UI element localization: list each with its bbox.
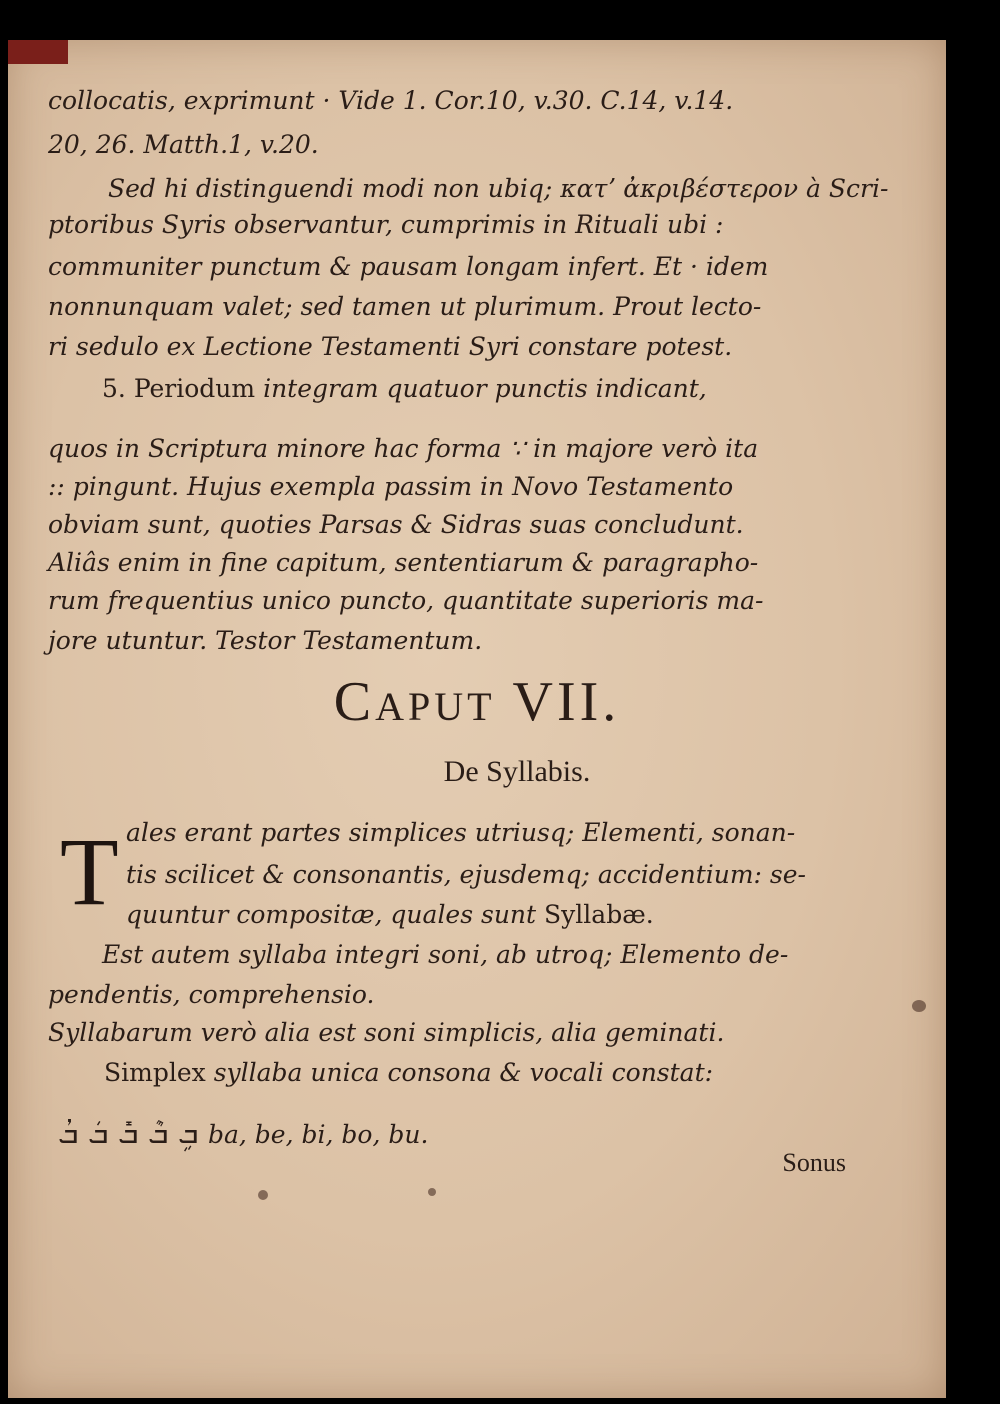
- text-line: ales erant partes simplices utriusq; Elementi, sonan-: [126, 818, 796, 847]
- italic-text: syllaba unica consona & vocali constat:: [213, 1058, 714, 1087]
- simplex-line: [104, 1058, 713, 1088]
- text-line: Sed hi distinguendi modi non ubiq; κατʼ ἀκριβέστερον à Scri-: [108, 174, 889, 203]
- italic-text: quuntur compositæ, quales sunt: [126, 900, 537, 929]
- text-line: collocatis, exprimunt · Vide 1. Cor.10, v.30. C.14, v.14.: [48, 86, 734, 115]
- syriac-glyphs: ܒܹ ܒܶ ܒܺ ܒܿ ܒܳ: [58, 1116, 199, 1151]
- text-line: tis scilicet & consonantis, ejusdemq; accidentium: se-: [126, 860, 806, 889]
- text-line: ri sedulo ex Lectione Testamenti Syri constare potest.: [48, 332, 733, 361]
- text-line: rum frequentius unico puncto, quantitate superioris ma-: [48, 586, 764, 615]
- chapter-numeral: VII.: [512, 671, 621, 733]
- text-line: 20, 26. Matth.1, v.20.: [48, 130, 319, 159]
- syriac-gloss: ba, be, bi, bo, bu.: [208, 1120, 429, 1149]
- roman-word: Simplex: [104, 1058, 206, 1087]
- paragraph-number: 5.: [102, 374, 126, 403]
- ink-spot: [912, 1000, 926, 1012]
- chapter-heading: [8, 670, 946, 734]
- text-line: Est autem syllaba integri soni, ab utroq; Elemento de-: [102, 940, 789, 969]
- paragraph-5-line: [102, 374, 707, 404]
- roman-word: Syllabæ.: [544, 900, 654, 929]
- text-line-with-roman: [126, 900, 654, 930]
- text-line: Syllabarum verò alia est soni simplicis, alia geminati.: [48, 1018, 725, 1047]
- binding-edge: [8, 40, 68, 64]
- drop-capital: T: [60, 818, 119, 925]
- text-line: pendentis, comprehensio.: [48, 980, 375, 1009]
- text-line: jore utuntur. Testor Testamentum.: [48, 626, 483, 655]
- ink-spot: [428, 1188, 436, 1196]
- text-line: ptoribus Syris observantur, cumprimis in Rituali ubi :: [48, 210, 724, 239]
- book-page: [8, 40, 946, 1398]
- text-line: nonnunquam valet; sed tamen ut plurimum. Prout lecto-: [48, 292, 762, 321]
- text-line: :: pingunt. Hujus exempla passim in Novo Testamento: [48, 472, 734, 501]
- italic-text: integram quatuor punctis indicant,: [263, 374, 707, 403]
- text-line: obviam sunt, quoties Parsas & Sidras suas concludunt.: [48, 510, 744, 539]
- chapter-subtitle: De Syllabis.: [443, 755, 591, 788]
- ink-spot: [258, 1190, 268, 1200]
- chapter-cap-initial: C: [333, 671, 376, 733]
- catchword: Sonus: [782, 1148, 846, 1177]
- text-line: Aliâs enim in fine capitum, sententiarum & paragrapho-: [48, 548, 759, 577]
- chapter-cap-rest: APUT: [375, 684, 496, 729]
- text-line: communiter punctum & pausam longam infert. Et · idem: [48, 252, 769, 281]
- roman-word: Periodum: [133, 374, 256, 403]
- syriac-example: [58, 1116, 428, 1151]
- text-line: quos in Scriptura minore hac forma ∵ in majore verò ita: [48, 434, 759, 463]
